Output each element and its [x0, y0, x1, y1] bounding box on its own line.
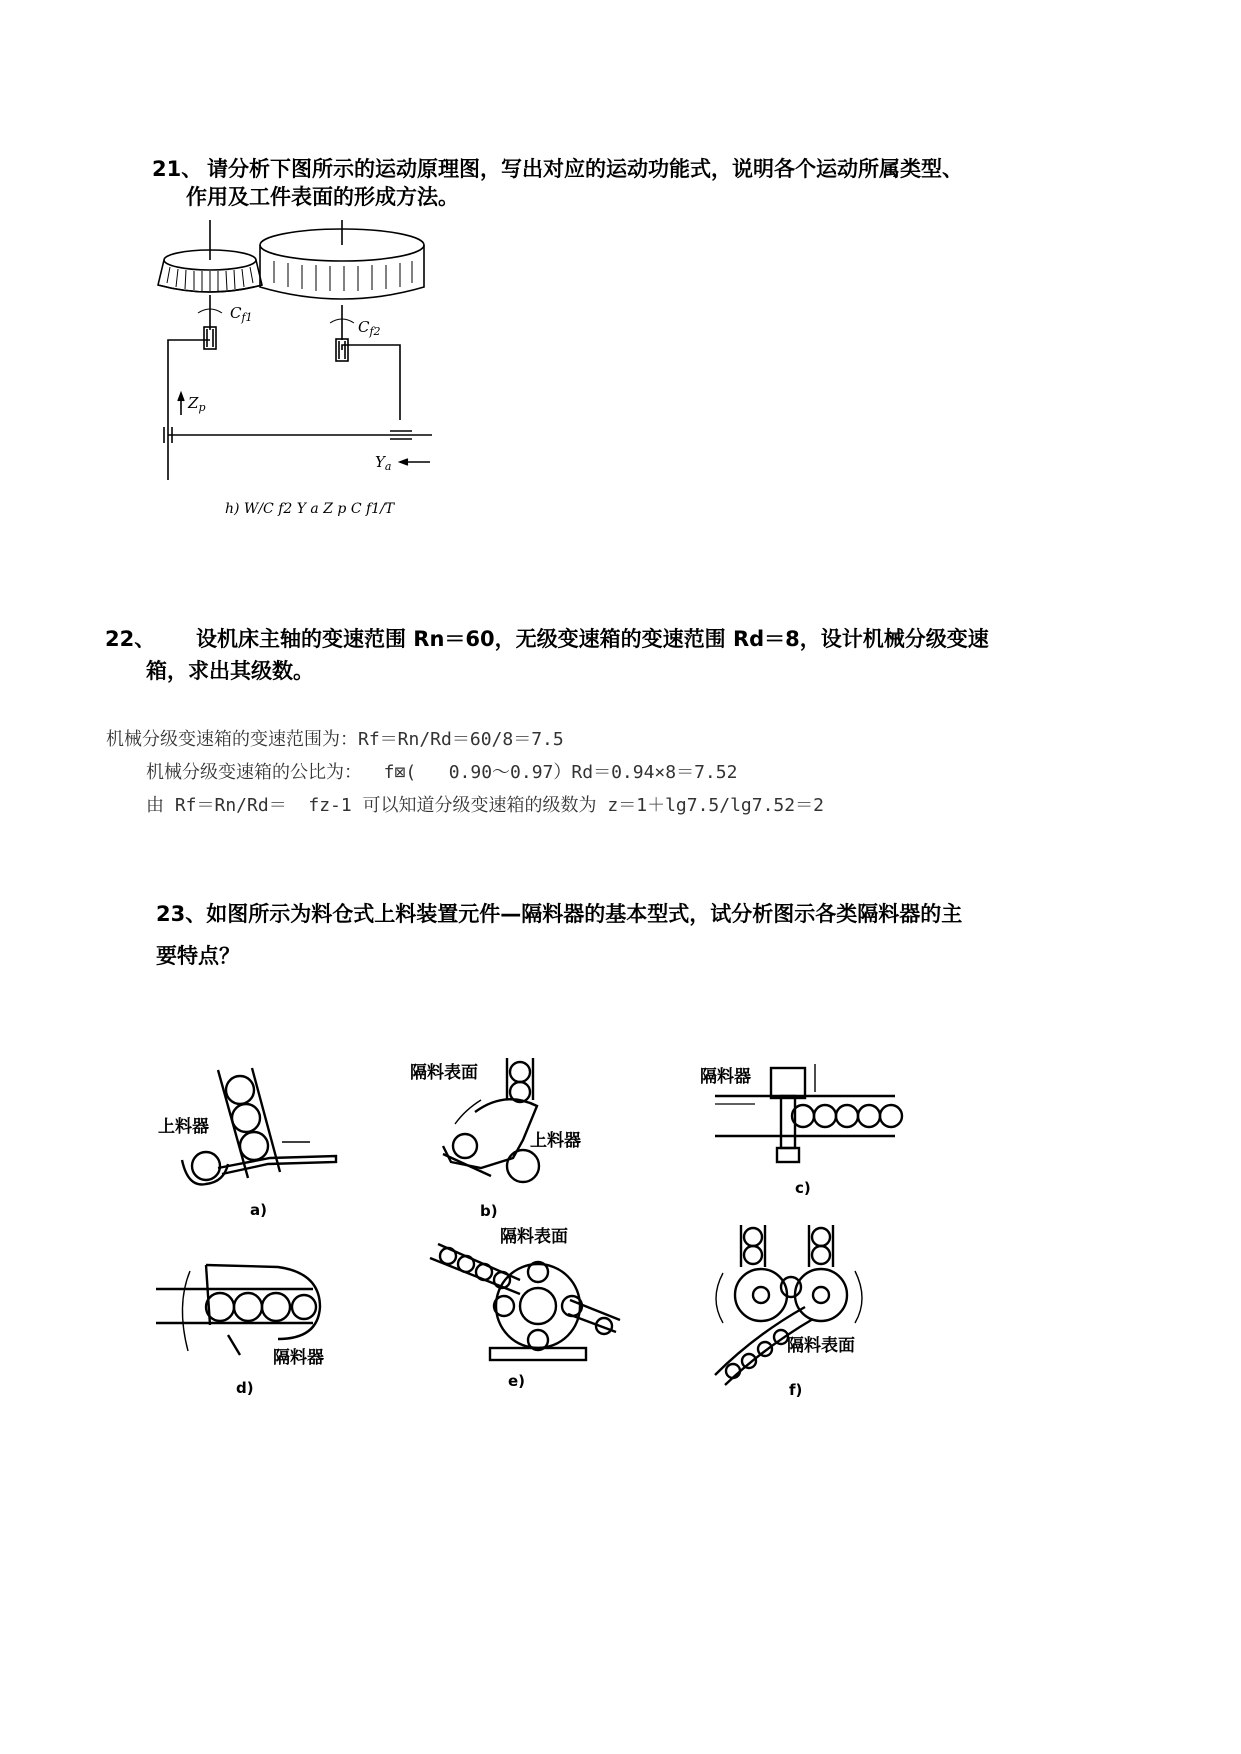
figure-c-label: 隔料器: [700, 1067, 751, 1087]
q23-line1: 23、如图所示为料仓式上料装置元件—隔料器的基本型式，试分析图示各类隔料器的主: [156, 902, 963, 926]
figure-f-label: 隔料表面: [787, 1336, 855, 1356]
q22-answer-line1: 机械分级变速箱的变速范围为：Rf＝Rn/Rd＝60/8＝7.5: [106, 729, 564, 750]
figure-e: [420, 1218, 650, 1398]
figure-b-label-feeder: 上料器: [530, 1131, 581, 1151]
cf1-label: $C_{f1}$: [230, 304, 253, 324]
figure-a-label: 上料器: [158, 1117, 209, 1137]
figure-b-caption: b): [480, 1202, 498, 1220]
figure-a-caption: a): [250, 1201, 267, 1219]
cf2-label: $C_{f2}$: [358, 318, 381, 338]
q22-answer-line2: 机械分级变速箱的公比为： f⊠( 0.90～0.97）Rd＝0.94×8＝7.52: [146, 762, 738, 783]
q21-fig-caption: h) W/C f2 Y a Z p C f1/T: [225, 501, 395, 517]
figure-c: [695, 1058, 935, 1208]
figure-d-label: 隔料器: [273, 1348, 324, 1368]
figure-e-caption: e): [508, 1372, 526, 1390]
q23-line2: 要特点？: [156, 944, 240, 968]
q22-line1: 设机床主轴的变速范围 Rn＝60，无级变速箱的变速范围 Rd＝8，设计机械分级变速: [196, 627, 989, 651]
zp-label: $Z_p$: [188, 394, 206, 414]
figure-d: [148, 1255, 388, 1415]
figure-d-caption: d): [236, 1379, 254, 1397]
q22-answer-line3: 由 Rf＝Rn/Rd＝ fz-1 可以知道分级变速箱的级数为 z＝1＋lg7.5/lg7.52＝2: [146, 795, 824, 816]
q21-kinematic-diagram: [150, 215, 480, 525]
ya-label: $Y_a$: [375, 453, 392, 473]
figure-f-caption: f): [789, 1381, 803, 1399]
figure-f: [705, 1215, 905, 1405]
figure-a: [150, 1060, 410, 1220]
figure-c-caption: c): [795, 1179, 811, 1197]
q21-number: 21、: [152, 157, 203, 181]
figure-b: [405, 1050, 645, 1220]
q21-line1: 请分析下图所示的运动原理图，写出对应的运动功能式，说明各个运动所属类型、: [207, 157, 963, 181]
figure-e-label: 隔料表面: [500, 1227, 568, 1247]
q22-line2: 箱，求出其级数。: [146, 659, 314, 683]
q22-number: 22、: [105, 627, 156, 651]
q21-line2: 作用及工件表面的形成方法。: [186, 185, 459, 209]
figure-b-label-surface: 隔料表面: [410, 1063, 478, 1083]
